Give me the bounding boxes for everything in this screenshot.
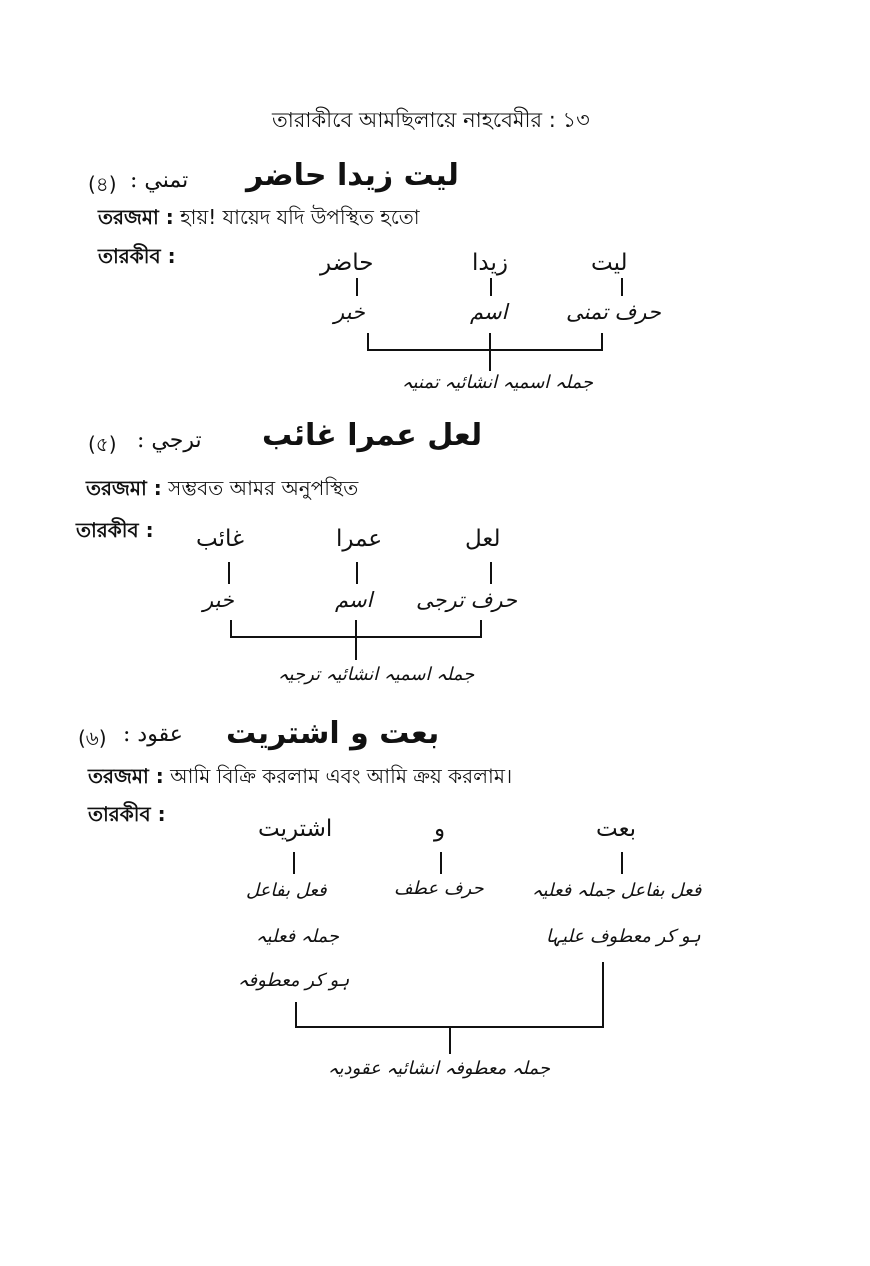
role-ism: اسم [470,300,508,324]
role-khabar: خبر [334,300,365,324]
word-ism: عمرا [336,526,383,552]
translation-text: সম্ভবত আমর অনুপস্থিত [168,476,359,500]
connector [490,278,492,296]
role-khabar: خبر [203,588,234,612]
bracket [489,333,491,371]
role-harf: حرف ترجى [416,588,517,612]
left-extra-line-2: ہو کر معطوفہ [238,970,350,991]
example-number: (৫) [88,432,117,456]
translation-label: তরজমা : [98,205,174,229]
example-category: عقود : [123,722,183,747]
result-label: جملہ معطوفہ انشائیہ عقودیہ [328,1058,551,1079]
translation-text: আমি বিক্রি করলাম এবং আমি ক্রয় করলাম। [170,764,513,788]
connector [293,852,295,874]
example-number: (৬) [78,726,107,750]
word-khabar: حاضر [320,250,374,276]
role-ism: اسم [335,588,373,612]
word-harf: ليت [591,250,628,276]
translation-line [98,203,420,236]
tarkib-label: তারকীব : [98,244,176,268]
connector [621,278,623,296]
connector [490,562,492,584]
arabic-sentence: ليت زيدا حاضر [246,158,459,193]
role-left: فعل بفاعل [246,880,327,901]
word-maatuf-alayha: بعت [596,816,637,842]
example-number: (৪) [88,172,117,196]
example-category: تمني : [130,168,189,193]
result-label: جملہ اسمیہ انشائیہ تمنیہ [402,372,594,393]
connector [440,852,442,874]
arabic-sentence: بعت و اشتريت [226,716,440,751]
word-harf-atf: و [434,816,446,842]
connector [356,278,358,296]
result-label: جملہ اسمیہ انشائیہ ترجیہ [278,664,475,685]
role-right: فعل بفاعل جملہ فعلیہ [532,880,702,901]
right-extra-line-1: ہو کر معطوف علیہا [546,926,701,947]
translation-line [88,762,512,795]
bracket [367,349,603,351]
word-khabar: غائب [196,526,245,552]
word-maatuf: اشتريت [258,816,333,842]
word-ism: زيدا [472,250,508,276]
translation-line [86,474,358,507]
bracket [449,1026,451,1054]
bracket [355,620,357,660]
translation-text: হায়! যায়েদ যদি উপস্থিত হতো [180,205,420,229]
word-harf: لعل [465,526,501,552]
connector [356,562,358,584]
example-category: ترجي : [137,428,202,453]
role-middle: حرف عطف [394,878,484,899]
left-extra-line-1: جملہ فعلیہ [256,926,339,947]
connector [621,852,623,874]
translation-label: তরজমা : [86,476,162,500]
translation-label: তরজমা : [88,764,164,788]
bracket [295,1002,297,1028]
arabic-sentence: لعل عمرا غائب [262,418,483,453]
page-header: তারাকীবে আমছিলায়ে নাহবেমীর : ১৩ [272,108,590,132]
tarkib-label: তারকীব : [76,518,154,542]
tarkib-label: তারকীব : [88,802,166,826]
bracket [602,962,604,1028]
connector [228,562,230,584]
role-harf: حرف تمنى [566,300,661,324]
